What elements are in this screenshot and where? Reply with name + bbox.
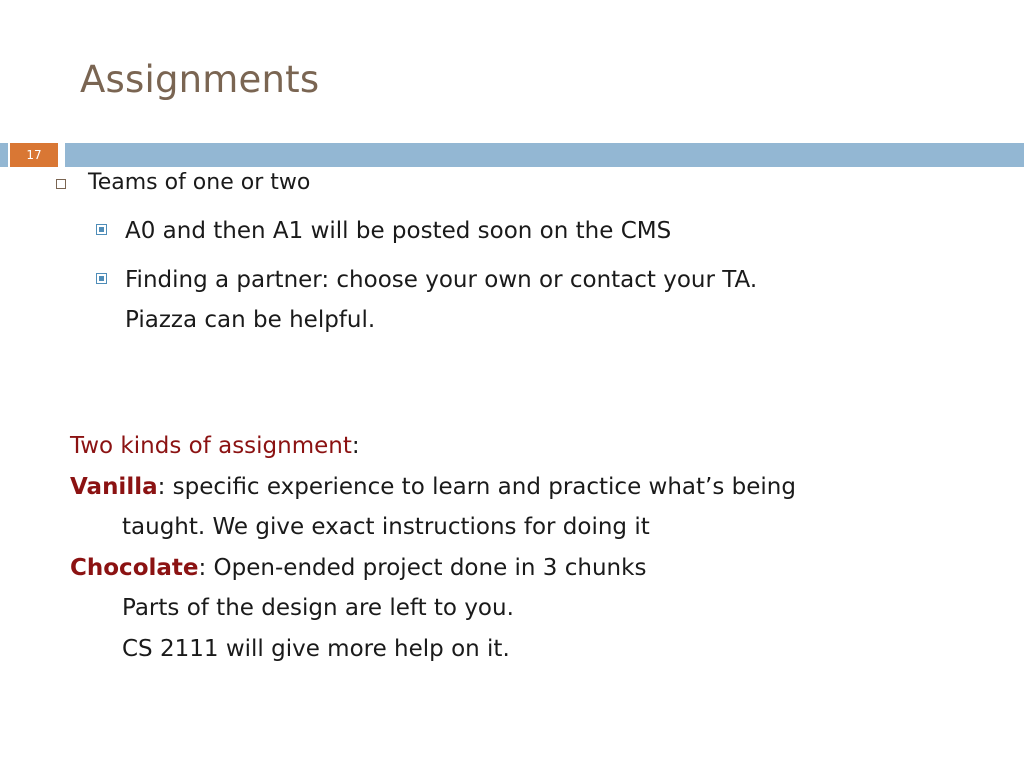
chocolate-continuation-1: Parts of the design are left to you.: [122, 595, 514, 621]
sub-bullet-text-continued: Piazza can be helpful.: [125, 307, 376, 333]
header-band-left: [0, 143, 8, 167]
chocolate-text: : Open-ended project done in 3 chunks: [198, 554, 647, 581]
kinds-heading-colon: :: [351, 433, 360, 459]
vanilla-label: Vanilla: [70, 473, 158, 500]
chocolate-continuation-2: CS 2111 will give more help on it.: [122, 635, 510, 662]
kinds-heading-text: Two kinds of assignment: [70, 433, 352, 459]
sub-bullet-text: Finding a partner: choose your own or contact your TA.: [125, 267, 758, 293]
slide-title: Assignments: [80, 58, 320, 101]
vanilla-text: : specific experience to learn and practice what’s being: [157, 473, 796, 500]
chocolate-label: Chocolate: [70, 554, 199, 581]
bullet-item-teams: [56, 168, 310, 198]
vanilla-line: [70, 467, 796, 508]
sub-bullet-text: A0 and then A1 will be posted soon on the CMS: [125, 218, 672, 244]
assignment-kinds: [70, 426, 796, 669]
bullet-text: Teams of one or two: [88, 170, 311, 195]
hollow-square-bullet-icon: [56, 179, 66, 189]
header-band-right: [65, 143, 1024, 167]
chocolate-line: [70, 548, 796, 589]
square-bullet-icon: [96, 224, 107, 235]
square-bullet-icon: [96, 273, 107, 284]
page-number: 17: [10, 143, 58, 167]
sub-bullet-item-partner: [96, 260, 757, 340]
sub-bullet-item-posting: [96, 211, 671, 251]
kinds-heading: [70, 426, 796, 467]
vanilla-continuation: taught. We give exact instructions for doing it: [122, 514, 650, 540]
